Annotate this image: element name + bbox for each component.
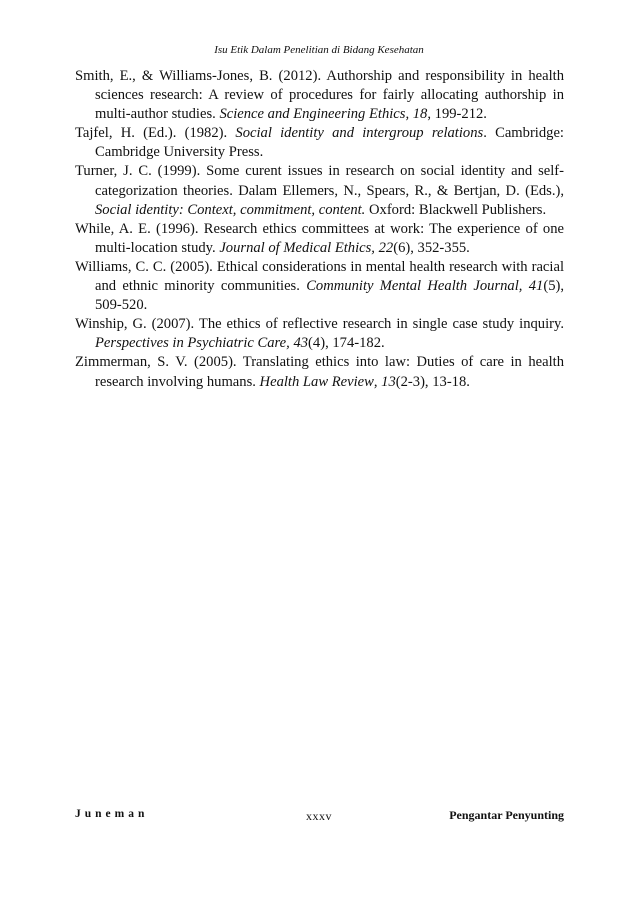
footer-author: Juneman bbox=[75, 808, 149, 820]
reference-source: Community Mental Health Journal, 41 bbox=[306, 278, 544, 295]
reference-entry bbox=[75, 353, 564, 391]
footer-section: Pengantar Penyunting bbox=[449, 808, 564, 822]
reference-entry bbox=[75, 67, 564, 124]
reference-source: Journal of Medical Ethics, 22 bbox=[219, 239, 394, 256]
reference-pages: , 199-212. bbox=[427, 106, 487, 123]
running-header: Isu Etik Dalam Penelitian di Bidang Kesehatan bbox=[214, 44, 424, 56]
reference-text: Turner, J. C. (1999). Some curent issues in research on social identity and self-categorization theories. Dalam Ellemers, N., Spears, R., & Bertjan, D. (Eds.), bbox=[75, 163, 564, 199]
reference-text: Smith, E., & Williams-Jones, B. (2012). Authorship and responsibility in health sciences research: A review of procedures for fairly allocating authorship in multi-author studies. bbox=[75, 68, 564, 123]
reference-pages: (6), 352-355. bbox=[393, 239, 470, 256]
reference-text: Tajfel, H. (Ed.). (1982). bbox=[75, 125, 236, 142]
reference-entry bbox=[75, 220, 564, 258]
reference-separator: , bbox=[373, 373, 382, 390]
reference-entry bbox=[75, 162, 564, 219]
reference-source: Social identity and intergroup relations bbox=[235, 125, 484, 142]
reference-entry bbox=[75, 315, 564, 353]
reference-source: Social identity: Context, commitment, content. bbox=[95, 201, 366, 218]
reference-text: Zimmerman, S. V. (2005). Translating ethics into law: Duties of care in health research involving humans. bbox=[75, 354, 564, 390]
reference-entry bbox=[75, 124, 564, 162]
reference-source: Health Law Review bbox=[259, 373, 374, 390]
reference-source: Perspectives in Psychiatric Care, 43 bbox=[95, 335, 309, 352]
reference-entry bbox=[75, 258, 564, 315]
reference-text: While, A. E. (1996). Research ethics committees at work: The experience of one multi-location study. bbox=[75, 220, 564, 256]
reference-pages: Oxford: Blackwell Publishers. bbox=[365, 201, 547, 218]
reference-source: Science and Engineering Ethics, 18 bbox=[219, 106, 428, 123]
reference-pages: (2-3), 13-18. bbox=[395, 373, 470, 390]
reference-pages: . Cambridge: Cambridge University Press. bbox=[95, 125, 564, 161]
reference-text: Winship, G. (2007). The ethics of reflective research in single case study inquiry. bbox=[75, 316, 564, 333]
page-number: xxxv bbox=[306, 809, 332, 823]
reference-volume: 13 bbox=[381, 373, 396, 390]
reference-pages: (4), 174-182. bbox=[308, 335, 385, 352]
reference-pages: (5), 509-520. bbox=[95, 278, 564, 314]
reference-list bbox=[75, 67, 564, 392]
reference-text: Williams, C. C. (2005). Ethical considerations in mental health research with racial and ethnic minority communities. bbox=[75, 258, 564, 295]
